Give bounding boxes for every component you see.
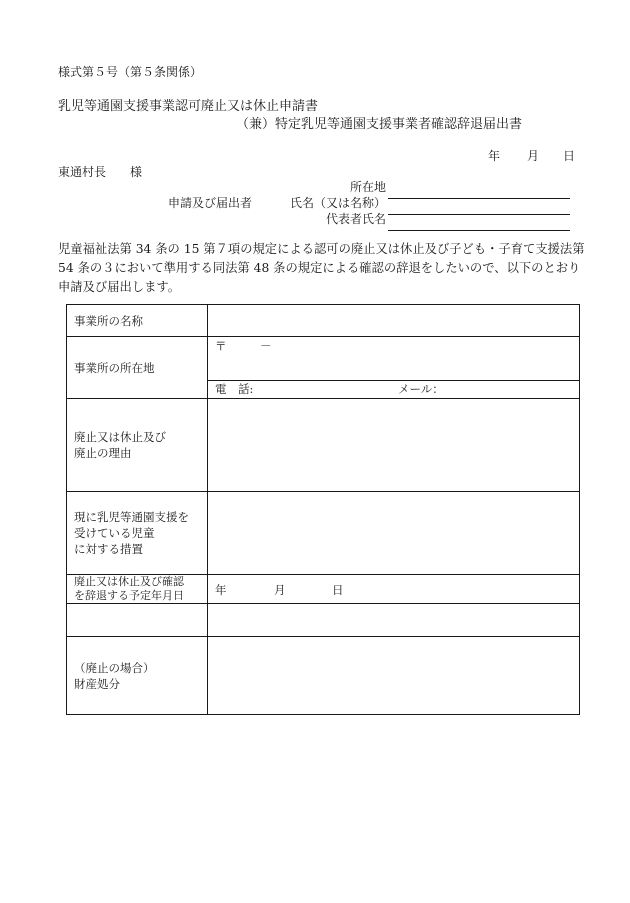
address-label: 所在地	[350, 180, 387, 194]
applicant-role-label: 申請及び届出者	[168, 196, 253, 210]
representative-field[interactable]	[388, 212, 570, 231]
row-blank	[67, 604, 580, 637]
mail-label: メール：	[398, 382, 444, 396]
postal-address-field[interactable]	[208, 337, 579, 381]
phone-label: 電 話:	[215, 382, 254, 396]
blank-value-cell[interactable]	[208, 604, 580, 637]
contact-row	[208, 381, 579, 397]
row-reason	[67, 399, 580, 492]
form-table	[66, 304, 580, 715]
row-facility-address	[67, 337, 580, 399]
measures-field[interactable]	[208, 492, 580, 575]
date-year-label: 年	[488, 149, 501, 163]
row-measures	[67, 492, 580, 575]
schedule-day: 日	[332, 583, 344, 597]
blank-label-cell[interactable]	[67, 604, 208, 637]
row-schedule	[67, 575, 580, 604]
postal-dash: －	[260, 339, 272, 353]
body-text: 児童福祉法第 34 条の 15 第７項の規定による認可の廃止又は休止及び子ども・子育て支援法第 54 条の３において準用する同法第 48 条の規定による確認の辞退をしたいので、以下のとおり申請及び届出します。	[58, 242, 585, 294]
property-field[interactable]	[208, 637, 580, 715]
name-label: 氏名（又は名称）	[290, 196, 387, 210]
facility-name-label: 事業所の名称	[67, 305, 208, 337]
date-day-label: 日	[563, 149, 576, 163]
schedule-year: 年	[215, 583, 227, 597]
facility-name-field[interactable]	[208, 305, 580, 337]
postal-mark: 〒	[215, 339, 227, 353]
schedule-date-field[interactable]	[208, 575, 580, 604]
form-title: 乳児等通園支援事業認可廃止又は休止申請書	[58, 99, 319, 114]
facility-address-cell	[208, 337, 580, 399]
facility-address-label: 事業所の所在地	[67, 337, 208, 399]
measures-label: 現に乳児等通園支援を 受けている児童 に対する措置	[67, 492, 208, 575]
row-property	[67, 637, 580, 715]
schedule-month: 月	[274, 583, 286, 597]
form-number: 様式第５号（第５条関係）	[58, 65, 203, 79]
representative-label: 代表者氏名	[326, 212, 387, 226]
reason-field[interactable]	[208, 399, 580, 492]
reason-label: 廃止又は休止及び 廃止の理由	[67, 399, 208, 492]
property-label: （廃止の場合） 財産処分	[67, 637, 208, 715]
form-subtitle: （兼）特定乳児等通園支援事業者確認辞退届出書	[236, 117, 523, 132]
date-month-label: 月	[527, 149, 540, 163]
schedule-label: 廃止又は休止及び確認 を辞退する予定年月日	[67, 575, 208, 604]
addressee: 東通村長 様	[58, 165, 143, 179]
row-facility-name	[67, 305, 580, 337]
